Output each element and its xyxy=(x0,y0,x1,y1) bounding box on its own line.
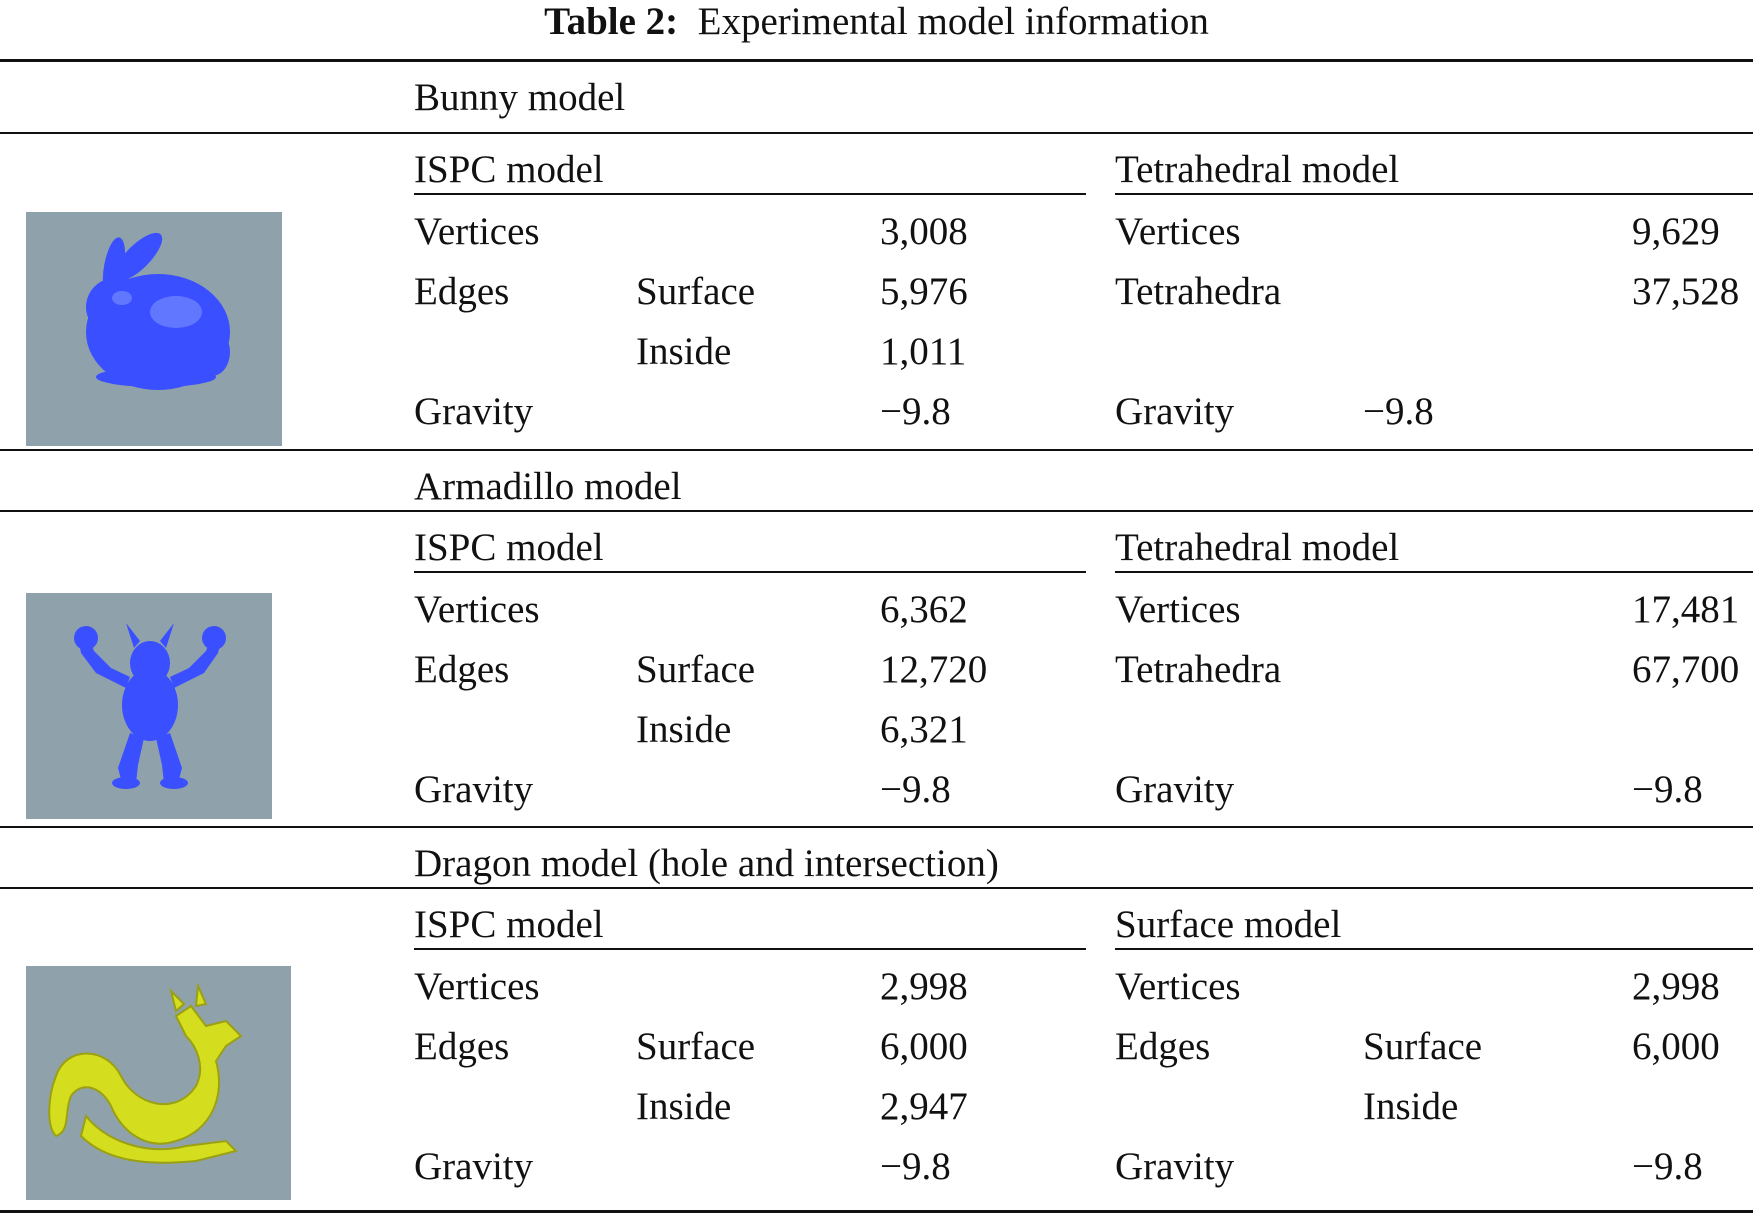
row-label: Vertices xyxy=(1115,965,1241,1008)
row-sublabel: Surface xyxy=(636,270,756,313)
row-label: Vertices xyxy=(414,588,540,631)
left-header-armadillo: ISPC model xyxy=(414,526,604,569)
section-title-dragon: Dragon model (hole and intersection) xyxy=(414,842,999,885)
row-value: 6,000 xyxy=(880,1025,968,1068)
armadillo-model-image xyxy=(26,593,272,819)
row-label: Vertices xyxy=(414,210,540,253)
row-value: 9,629 xyxy=(1632,210,1720,253)
section-rule xyxy=(0,826,1753,828)
row-value: −9.8 xyxy=(1632,768,1703,811)
caption-label: Table 2: xyxy=(544,0,679,43)
row-value: −9.8 xyxy=(1363,390,1434,433)
row-label: Tetrahedra xyxy=(1115,648,1282,691)
caption-text: Experimental model information xyxy=(697,0,1209,43)
row-label: Gravity xyxy=(414,768,534,811)
row-value: −9.8 xyxy=(1632,1145,1703,1188)
row-label: Edges xyxy=(414,648,510,691)
row-value: 67,700 xyxy=(1632,648,1740,691)
row-value: 12,720 xyxy=(880,648,988,691)
right-subrule xyxy=(1115,571,1753,573)
top-rule xyxy=(0,59,1753,62)
section-rule xyxy=(0,132,1753,134)
row-value: 2,998 xyxy=(880,965,968,1008)
row-value: 6,362 xyxy=(880,588,968,631)
row-label: Edges xyxy=(414,270,510,313)
row-sublabel: Inside xyxy=(636,330,732,373)
bunny-icon xyxy=(26,212,282,446)
bunny-model-image xyxy=(26,212,282,446)
right-subrule xyxy=(1115,948,1753,950)
row-label: Edges xyxy=(414,1025,510,1068)
row-label: Edges xyxy=(1115,1025,1211,1068)
row-value: 17,481 xyxy=(1632,588,1740,631)
row-sublabel: Inside xyxy=(1363,1085,1459,1128)
row-sublabel: Inside xyxy=(636,708,732,751)
left-header-dragon: ISPC model xyxy=(414,903,604,946)
row-value: −9.8 xyxy=(880,768,951,811)
row-value: 6,000 xyxy=(1632,1025,1720,1068)
row-value: 3,008 xyxy=(880,210,968,253)
section-title-bunny: Bunny model xyxy=(414,76,626,119)
row-value: 6,321 xyxy=(880,708,968,751)
table-caption xyxy=(0,2,1753,41)
row-value: 2,998 xyxy=(1632,965,1720,1008)
row-sublabel: Surface xyxy=(1363,1025,1483,1068)
row-label: Gravity xyxy=(414,1145,534,1188)
row-label: Tetrahedra xyxy=(1115,270,1282,313)
section-rule xyxy=(0,510,1753,512)
section-title-armadillo: Armadillo model xyxy=(414,465,682,508)
row-sublabel: Surface xyxy=(636,1025,756,1068)
row-value: −9.8 xyxy=(880,1145,951,1188)
row-label: Gravity xyxy=(1115,1145,1235,1188)
left-header-bunny: ISPC model xyxy=(414,148,604,191)
right-header-armadillo: Tetrahedral model xyxy=(1115,526,1400,569)
row-sublabel: Surface xyxy=(636,648,756,691)
row-label: Vertices xyxy=(414,965,540,1008)
right-header-bunny: Tetrahedral model xyxy=(1115,148,1400,191)
row-label: Gravity xyxy=(414,390,534,433)
right-header-dragon: Surface model xyxy=(1115,903,1342,946)
left-subrule xyxy=(414,193,1086,195)
right-subrule xyxy=(1115,193,1753,195)
row-value: 37,528 xyxy=(1632,270,1740,313)
row-label: Gravity xyxy=(1115,390,1235,433)
section-rule xyxy=(0,449,1753,451)
left-subrule xyxy=(414,948,1086,950)
left-subrule xyxy=(414,571,1086,573)
row-value: 1,011 xyxy=(880,330,967,373)
row-sublabel: Inside xyxy=(636,1085,732,1128)
row-value: 2,947 xyxy=(880,1085,968,1128)
row-label: Vertices xyxy=(1115,588,1241,631)
section-rule xyxy=(0,887,1753,889)
row-label: Gravity xyxy=(1115,768,1235,811)
armadillo-icon xyxy=(26,593,272,819)
row-value: 5,976 xyxy=(880,270,968,313)
dragon-model-image xyxy=(26,966,291,1200)
bottom-rule xyxy=(0,1210,1753,1213)
dragon-icon xyxy=(26,966,291,1200)
row-value: −9.8 xyxy=(880,390,951,433)
row-label: Vertices xyxy=(1115,210,1241,253)
